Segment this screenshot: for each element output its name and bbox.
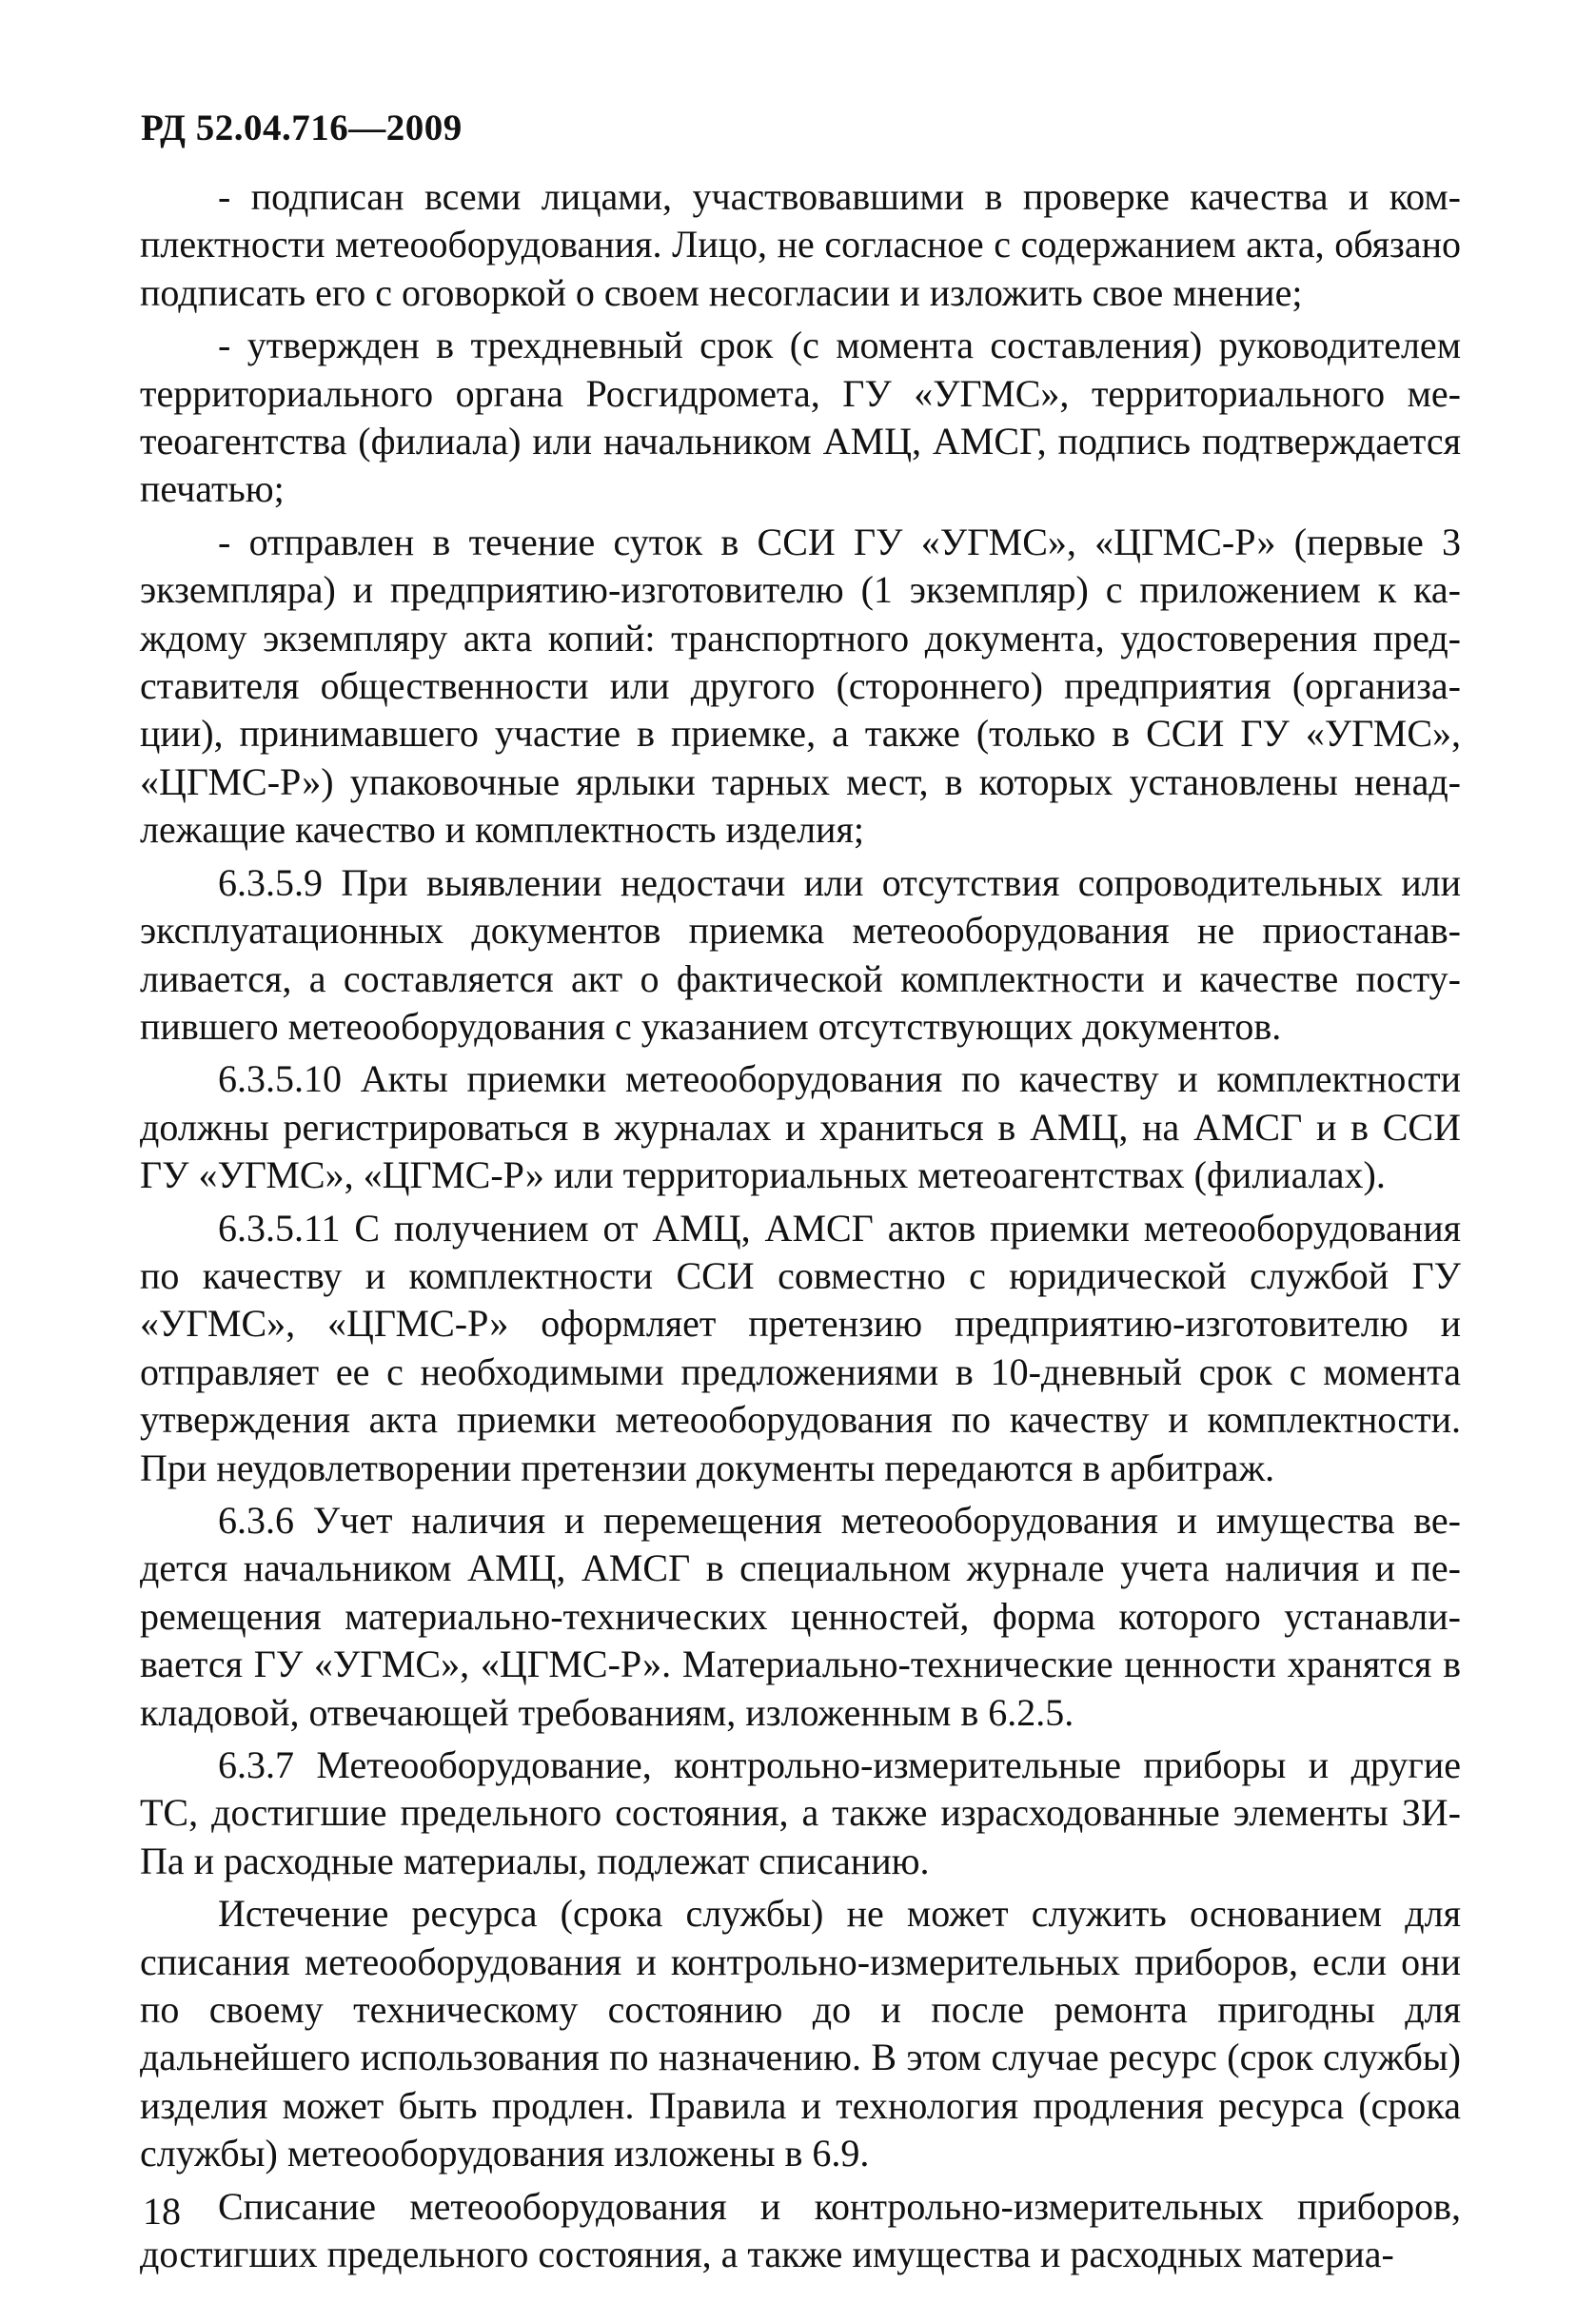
document-code-header: РД 52.04.716—2009 (141, 108, 463, 148)
paragraph: 6.3.5.11 С получением от АМЦ, АМСГ актов приемки метеооборудования по качеству и комплектности ССИ совместно с юридической службой ГУ «УГМС», «ЦГМС-Р» оформляет претензию предприятию-изготовителю и отправляет ее с необходимыми предложениями в 10-дневный срок с момента утверждения акта приемки метеооборудования по качеству и комплектности. При неудовлетворении претензии документы передаются в арбитраж. (140, 1206, 1461, 1489)
paragraph: - отправлен в течение суток в ССИ ГУ «УГМС», «ЦГМС-Р» (первые 3 экземпляра) и предприятию-изготовителю (1 экземпляр) с приложением к каждому экземпляру акта копий: транспортного документа, удостоверения представителя общественности или другого (стороннего) предприятия (организации), принимавшего участие в приемке, а также (только в ССИ ГУ «УГМС», «ЦГМС-Р») упаковочные ярлыки тарных мест, в которых установлены ненадлежащие качество и комплектность изделия; (140, 520, 1461, 852)
page-number: 18 (143, 2190, 181, 2233)
paragraph: 6.3.6 Учет наличия и перемещения метеооборудования и имущества ведется начальником АМЦ, АМСГ в специальном журнале учета наличия и перемещения материально-технических ценностей, форма которого устанавливается ГУ «УГМС», «ЦГМС-Р». Материально-технические ценности хранятся в кладовой, отвечающей требованиям, изложенным в 6.2.5. (140, 1498, 1461, 1734)
paragraph: 6.3.7 Метеооборудование, контрольно-измерительные приборы и другие ТС, достигшие предельного состояния, а также израсходованные элементы ЗИПа и расходные материалы, подлежат списанию. (140, 1743, 1461, 1882)
body-text (140, 173, 1461, 2283)
paragraph: 6.3.5.9 При выявлении недостачи или отсутствия сопроводительных или эксплуатационных документов приемка метеооборудования не приостанавливается, а составляется акт о фактической комплектности и качестве поступившего метеооборудования с указанием отсутствующих документов. (140, 860, 1461, 1048)
paragraph: Истечение ресурса (срока службы) не может служить основанием для списания метеооборудования и контрольно-измерительных приборов, если они по своему техническому состоянию до и после ремонта пригодны для дальнейшего использования по назначению. В этом случае ресурс (срок службы) изделия может быть продлен. Правила и технология продления ресурса (срока службы) метеооборудования изложены в 6.9. (140, 1892, 1461, 2175)
paragraph: - утвержден в трехдневный срок (с момента составления) руководителем территориального органа Росгидромета, ГУ «УГМС», территориального метеоагентства (филиала) или начальником АМЦ, АМСГ, подпись подтверждается печатью; (140, 324, 1461, 511)
paragraph: - подписан всеми лицами, участвовавшими в проверке качества и комплектности метеооборудования. Лицо, не согласное с содержанием акта, обязано подписать его с оговоркой о своем несогласии и изложить свое мнение; (140, 175, 1461, 314)
paragraph: Списание метеооборудования и контрольно-измерительных приборов, достигших предельного состояния, а также имущества и расходных материа- (140, 2184, 1461, 2276)
paragraph: 6.3.5.10 Акты приемки метеооборудования по качеству и комплектности должны регистрироваться в журналах и храниться в АМЦ, на АМСГ и в ССИ ГУ «УГМС», «ЦГМС-Р» или территориальных метеоагентствах (филиалах). (140, 1057, 1461, 1197)
